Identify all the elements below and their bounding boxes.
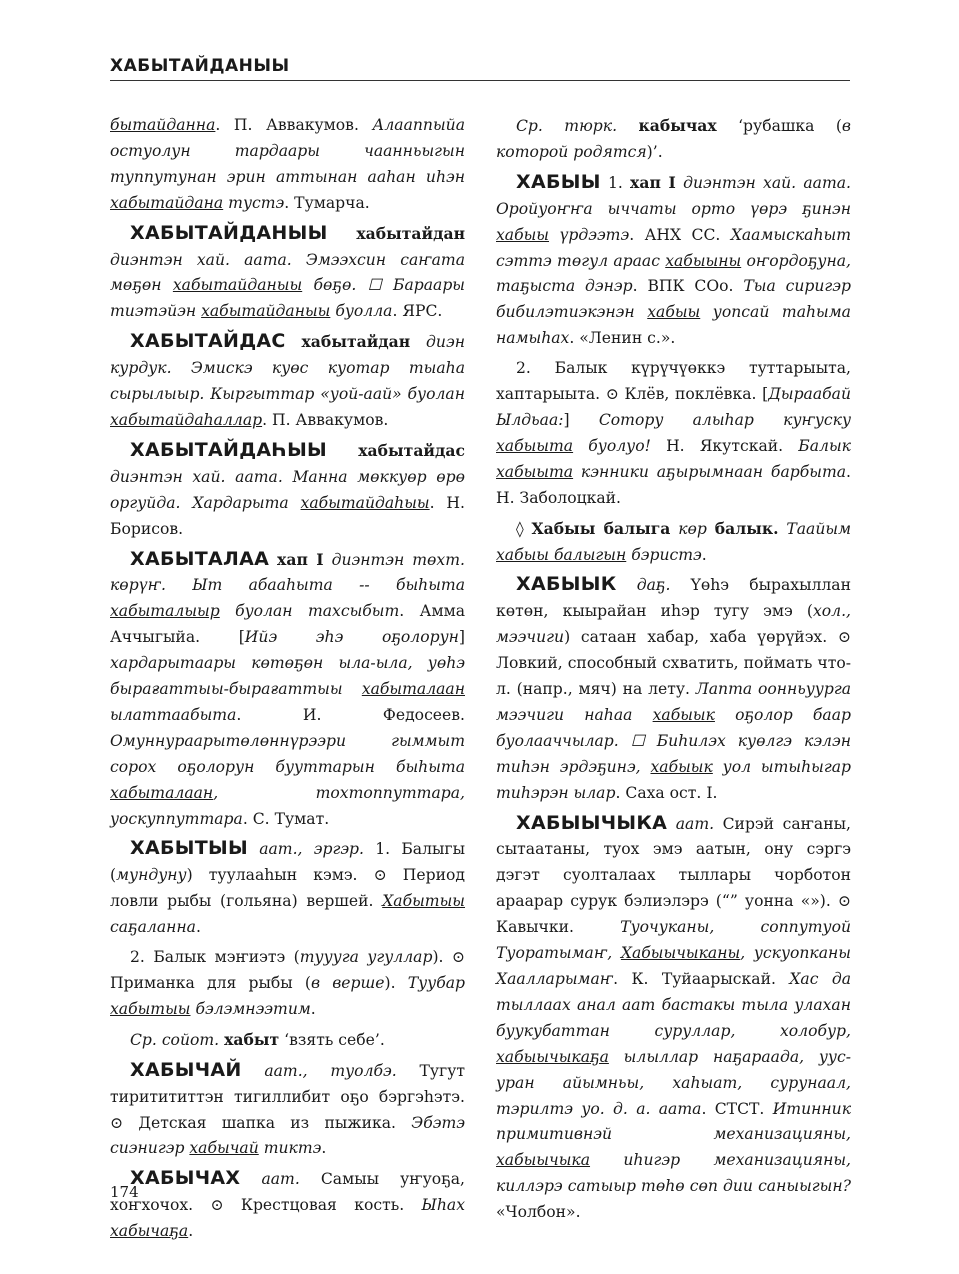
underlined-example-word: хабычаҕа <box>110 1222 189 1241</box>
text-run: Н. Якутскай. <box>650 436 799 455</box>
text-run: . <box>195 918 201 937</box>
text-run: ] <box>563 410 599 429</box>
italic-text: оҕолор баар буолааччылар. ☐ Биһилэх куөлгэ кэлэн тиһэн эрдэҕинэ, <box>496 705 852 776</box>
text-run <box>327 442 358 460</box>
italic-text: диэнтэн хай. аата. Эмээхсин саҥата мөҕөн <box>110 250 465 295</box>
italic-text: Туубар <box>407 974 466 992</box>
bold-term: хап I <box>277 549 324 569</box>
italic-text: ылыллар наҕараада, уус-уран айымньы, хаһыат, сурунаал, тэрилтэ уо. д. а. аата <box>496 1047 851 1118</box>
text-run: . С. Тумат. <box>242 809 330 828</box>
italic-text: хардарытаары көтөҕөн ыла-ыла, уөһэ бырағаттыы-бырағаттыы <box>110 654 465 699</box>
text-run: ). <box>384 974 408 992</box>
italic-text: аат. <box>261 1170 300 1189</box>
underlined-example-word: Хабытыы <box>382 892 465 911</box>
headword: ХАБЫТАЙДАҺЫЫ <box>130 438 328 461</box>
text-run: ) туулааһын кэмэ. ⊙ Период ловли рыбы (гольяна) вершей. <box>110 866 465 911</box>
text-run: 2. Балык мэҥиэтэ ( <box>130 948 300 967</box>
italic-text: Итинник примитивнэй механизацияны, <box>496 1099 852 1144</box>
italic-text: тиктэ <box>258 1139 322 1158</box>
text-run: . <box>188 1222 194 1241</box>
page-number: 174 <box>110 1183 139 1201</box>
italic-text: , тохтоппуттара, уоскуппуттара <box>110 783 465 828</box>
bold-term: хабытайдас <box>358 440 465 460</box>
italic-text: мундуну <box>116 866 187 885</box>
headword: ХАБЫТАЙДАНЫЫ <box>130 221 328 244</box>
text-run <box>269 551 277 569</box>
italic-text: диэнтэн хай. аата. Манна мөккуөр өрө оргуйда. Хардарыта <box>110 467 465 512</box>
running-head: ХАБЫТАЙДАНЫЫ <box>110 56 290 76</box>
italic-text: буолла <box>330 302 393 321</box>
italic-text: аат., эргэр. <box>259 840 364 859</box>
italic-text: Таайым <box>786 519 851 538</box>
underlined-example-word: хабыталыыр <box>110 602 220 621</box>
text-run: . <box>701 545 707 564</box>
text-run: . Н. Борисов. <box>110 493 465 538</box>
text-run <box>240 1170 261 1188</box>
headword: ХАБЫЫК <box>516 573 617 596</box>
italic-text: буолан тахсыбыт <box>219 602 400 621</box>
underlined-example-word: хабыык <box>650 757 713 776</box>
italic-text: Ыһах <box>421 1196 465 1215</box>
text-run: ) сатаан хабар, хаба үөрүйэх. ⊙ Ловкий, способный схватить, поймать что-л. (напр., мяч) на лету. <box>496 628 851 699</box>
italic-text: диэн курдук. Эмискэ куөс куотар тыаһа сырылыыр. Кыргыттар «уой-аай» буолан <box>110 333 465 404</box>
italic-text: бөҕө. ☐ Бараары тиэтэйэн <box>110 276 465 321</box>
text-run: Сирэй саҥаны, сытаатаны, туох эмэ аатын, ону сэргэ дэгэт суолталаах тыллары чорботон араарар сурук бэлиэлэрэ (“” уонна «»). ⊙ Кавычки. <box>496 814 851 937</box>
underlined-example-word: хабытайдаһыы <box>300 493 430 512</box>
text-run: . <box>310 999 316 1018</box>
text-run: . «Ленин с.». <box>569 329 676 348</box>
italic-text: Хаамыскаһыт сэттэ төгул араас <box>496 225 851 270</box>
text-run: )’. <box>646 142 663 161</box>
dictionary-entry <box>110 113 465 217</box>
italic-text: Ср. тюрк. <box>516 117 618 135</box>
dictionary-entry <box>110 1058 465 1163</box>
dictionary-entry <box>110 329 465 434</box>
italic-text: уопсай таһыма намыһах <box>496 303 851 348</box>
text-run: . Тумарча. <box>284 193 370 212</box>
italic-text: саҕаланна <box>110 918 196 937</box>
text-run: . Саха ост. I. <box>615 783 718 802</box>
underlined-example-word: хабытайдаһаллар <box>110 410 263 429</box>
text-run: . П. Аввакумов. <box>262 410 389 429</box>
italic-text: бэлэмнээтим <box>190 999 311 1018</box>
dictionary-entry <box>110 547 465 833</box>
underlined-example-word: хабытайданыы <box>172 276 303 295</box>
italic-text: даҕ. <box>636 576 671 595</box>
italic-text: в верше <box>310 974 385 992</box>
italic-text: Лапта оонньуурга мээчиги наһаа <box>496 680 852 724</box>
dictionary-entry <box>496 113 851 166</box>
italic-text: ылаттаабыта <box>110 705 237 724</box>
underlined-example-word: хабычай <box>189 1139 259 1158</box>
underlined-example-word: хабыы <box>496 225 550 244</box>
italic-text: уол ытыһыгар тиһэрэн ылар <box>496 757 851 802</box>
dictionary-entry <box>110 221 465 326</box>
text-run: 2. Балык күрүчүөккэ туттарыыта, хаптарыыта. ⊙ Клёв, поклёвка. [ <box>496 359 851 404</box>
text-run: . ЯРС. <box>392 302 443 321</box>
text-run <box>617 576 637 594</box>
dictionary-entry <box>110 438 465 543</box>
text-run: . Амма Аччыгыйа. [ <box>110 602 465 647</box>
headword: ХАБЫЫЧЫКА <box>516 811 668 834</box>
bold-term: хабытайдан <box>356 223 465 243</box>
italic-text: диэнтэн хай. аата. Оройуоҥҥа ыччаты орто үөрэ ҕинэн <box>496 173 851 218</box>
italic-text: иһигэр механизацияны, киллэрэ сатыыр төһө сөп дии саныыгын? <box>496 1151 851 1196</box>
text-run: ‘рубашка ( <box>716 117 842 135</box>
text-run <box>248 840 259 858</box>
text-run <box>324 551 332 569</box>
text-run: Самыы уҥуоҕа, хоҥхочох. ⊙ Крестцовая кость. <box>110 1170 465 1215</box>
text-run: . <box>321 1139 327 1158</box>
dictionary-entry <box>110 945 465 1023</box>
bold-term: хабыт <box>224 1029 280 1049</box>
italic-text: тустэ <box>228 193 285 212</box>
text-run: . К. Туйаарыскай. <box>613 970 790 988</box>
italic-text: Ийэ эһэ оҕолорун <box>244 628 459 647</box>
text-run: 1. Балыгы ( <box>110 840 465 885</box>
text-run <box>242 1062 265 1080</box>
italic-text: оҥордоҕуна, таҕыста дэнэр <box>496 251 852 296</box>
left-column <box>110 113 465 1249</box>
italic-text: кэнники аҕырымнаан барбыта <box>573 462 847 481</box>
dictionary-entry <box>496 170 851 352</box>
italic-text: Дыраабай Ылдьаа: <box>496 385 851 429</box>
underlined-example-word: хабыыта <box>496 436 574 455</box>
underlined-example-word: хабыталаан <box>110 783 214 802</box>
underlined-example-word: хабыы балыгын <box>496 545 627 564</box>
underlined-example-word: хабытыы <box>110 999 191 1018</box>
bold-term: хабытайдан <box>301 332 411 352</box>
italic-text: туууга угуллар <box>299 948 433 967</box>
text-run: ). ⊙ Приманка для рыбы ( <box>110 948 465 992</box>
text-run: ‘взять себе’. <box>279 1030 385 1049</box>
italic-text: Хас да тыллаах анал аат бастакы тыла улахан буукубаттан суруллар, холобур, <box>496 970 851 1040</box>
bold-term: Хабыы балыга <box>531 518 671 538</box>
italic-text: аат., туолбэ. <box>264 1061 397 1080</box>
italic-text: Ср. сойот. <box>130 1030 220 1049</box>
text-run <box>667 815 676 833</box>
text-run: . П. Аввакумов. <box>215 116 373 134</box>
headword: ХАБЫЫ <box>516 170 601 193</box>
underlined-example-word: хабытайдана <box>110 193 224 212</box>
text-run: ◊ <box>516 519 532 538</box>
text-run <box>707 520 715 538</box>
underlined-example-word: бытайданна <box>110 116 216 134</box>
text-run <box>676 174 683 192</box>
headword: ХАБЫТЫЫ <box>130 837 248 860</box>
headword: ХАБЫТАЙДАС <box>130 330 286 353</box>
italic-text: үрдээтэ <box>549 225 630 244</box>
dictionary-entry <box>496 516 851 569</box>
right-column <box>496 113 851 1230</box>
italic-text: Омуннураарытөлөннүрээри гыммыт сорох оҕолорун бууттарын быһыта <box>110 731 465 776</box>
italic-text: буолуо! <box>573 436 651 455</box>
dictionary-entry <box>110 1027 465 1054</box>
text-run: «Чолбон». <box>496 1203 581 1222</box>
header-rule <box>110 80 850 81</box>
headword: ХАБЫЧАЙ <box>130 1058 242 1081</box>
underlined-example-word: хабыыны <box>665 251 742 270</box>
italic-text: диэнтэн төхт. көрүҥ. Ыт абааһыта -- быһыта <box>110 550 465 595</box>
italic-text: Тыа сиригэр бибилэтиэкэнэн <box>496 277 852 322</box>
italic-text: , ускуопканы Хаалларымаҥ <box>496 944 852 988</box>
italic-text: бэристэ <box>626 545 702 564</box>
bold-term: хап I <box>630 172 676 192</box>
underlined-example-word: хабыычыкаҕа <box>496 1047 609 1066</box>
italic-text: в которой родятся <box>496 117 851 161</box>
italic-text: хол., мээчиги <box>496 602 851 647</box>
underlined-example-word: хабыычыка <box>496 1151 591 1170</box>
text-run: 1. <box>600 173 631 192</box>
dictionary-entry <box>496 356 851 511</box>
text-run <box>410 333 426 351</box>
underlined-example-word: хабыык <box>652 705 715 724</box>
headword: ХАБЫТАЛАА <box>130 547 270 570</box>
text-run <box>328 225 357 243</box>
text-run: . Н. Заболоцкай. <box>496 462 851 507</box>
dictionary-entry <box>110 1166 465 1245</box>
text-run <box>286 333 302 351</box>
dictionary-entry <box>496 811 851 1227</box>
italic-text: аат. <box>675 814 715 833</box>
text-run: ] <box>458 628 466 647</box>
italic-text: Балык <box>798 436 851 455</box>
italic-text: көр <box>678 519 707 538</box>
dictionary-entry <box>110 836 465 941</box>
bold-term: балык. <box>714 518 779 538</box>
text-run: Үөһэ бырахыллан көтөн, кыырайан иһэр тугу эмэ ( <box>496 576 851 621</box>
underlined-example-word: хабыталаан <box>361 680 465 699</box>
italic-text: Сотору алыһар куҥуску <box>598 410 851 429</box>
underlined-example-word: хабытайданыы <box>201 302 331 321</box>
text-run: . СТСТ. <box>701 1099 773 1118</box>
italic-text: Алааппыйа остуолун тардаары чаанньыгын туппутунан эрин аттынан ааһан иһэн <box>110 116 465 186</box>
underlined-example-word: хабыыта <box>496 462 574 481</box>
text-run <box>617 117 638 135</box>
italic-text: Туочуканы, соппутуой Туоратымаҥ, <box>496 918 852 963</box>
italic-text: Эбэтэ сиэнигэр <box>110 1113 465 1158</box>
text-run: . ВПК СОо. <box>632 277 744 296</box>
dictionary-entry <box>496 572 851 806</box>
bold-term: кабычах <box>638 116 717 135</box>
text-run: Тугут тиритититтэн тигиллибит оҕо бэргэһэтэ. ⊙ Детская шапка из пыжика. <box>110 1061 465 1132</box>
underlined-example-word: хабыы <box>647 303 701 322</box>
headword: ХАБЫЧАХ <box>130 1167 241 1190</box>
text-run: . АНХ СС. <box>629 225 731 244</box>
text-run: . И. Федосеев. <box>236 705 465 724</box>
underlined-example-word: Хабыычыканы <box>620 944 741 963</box>
